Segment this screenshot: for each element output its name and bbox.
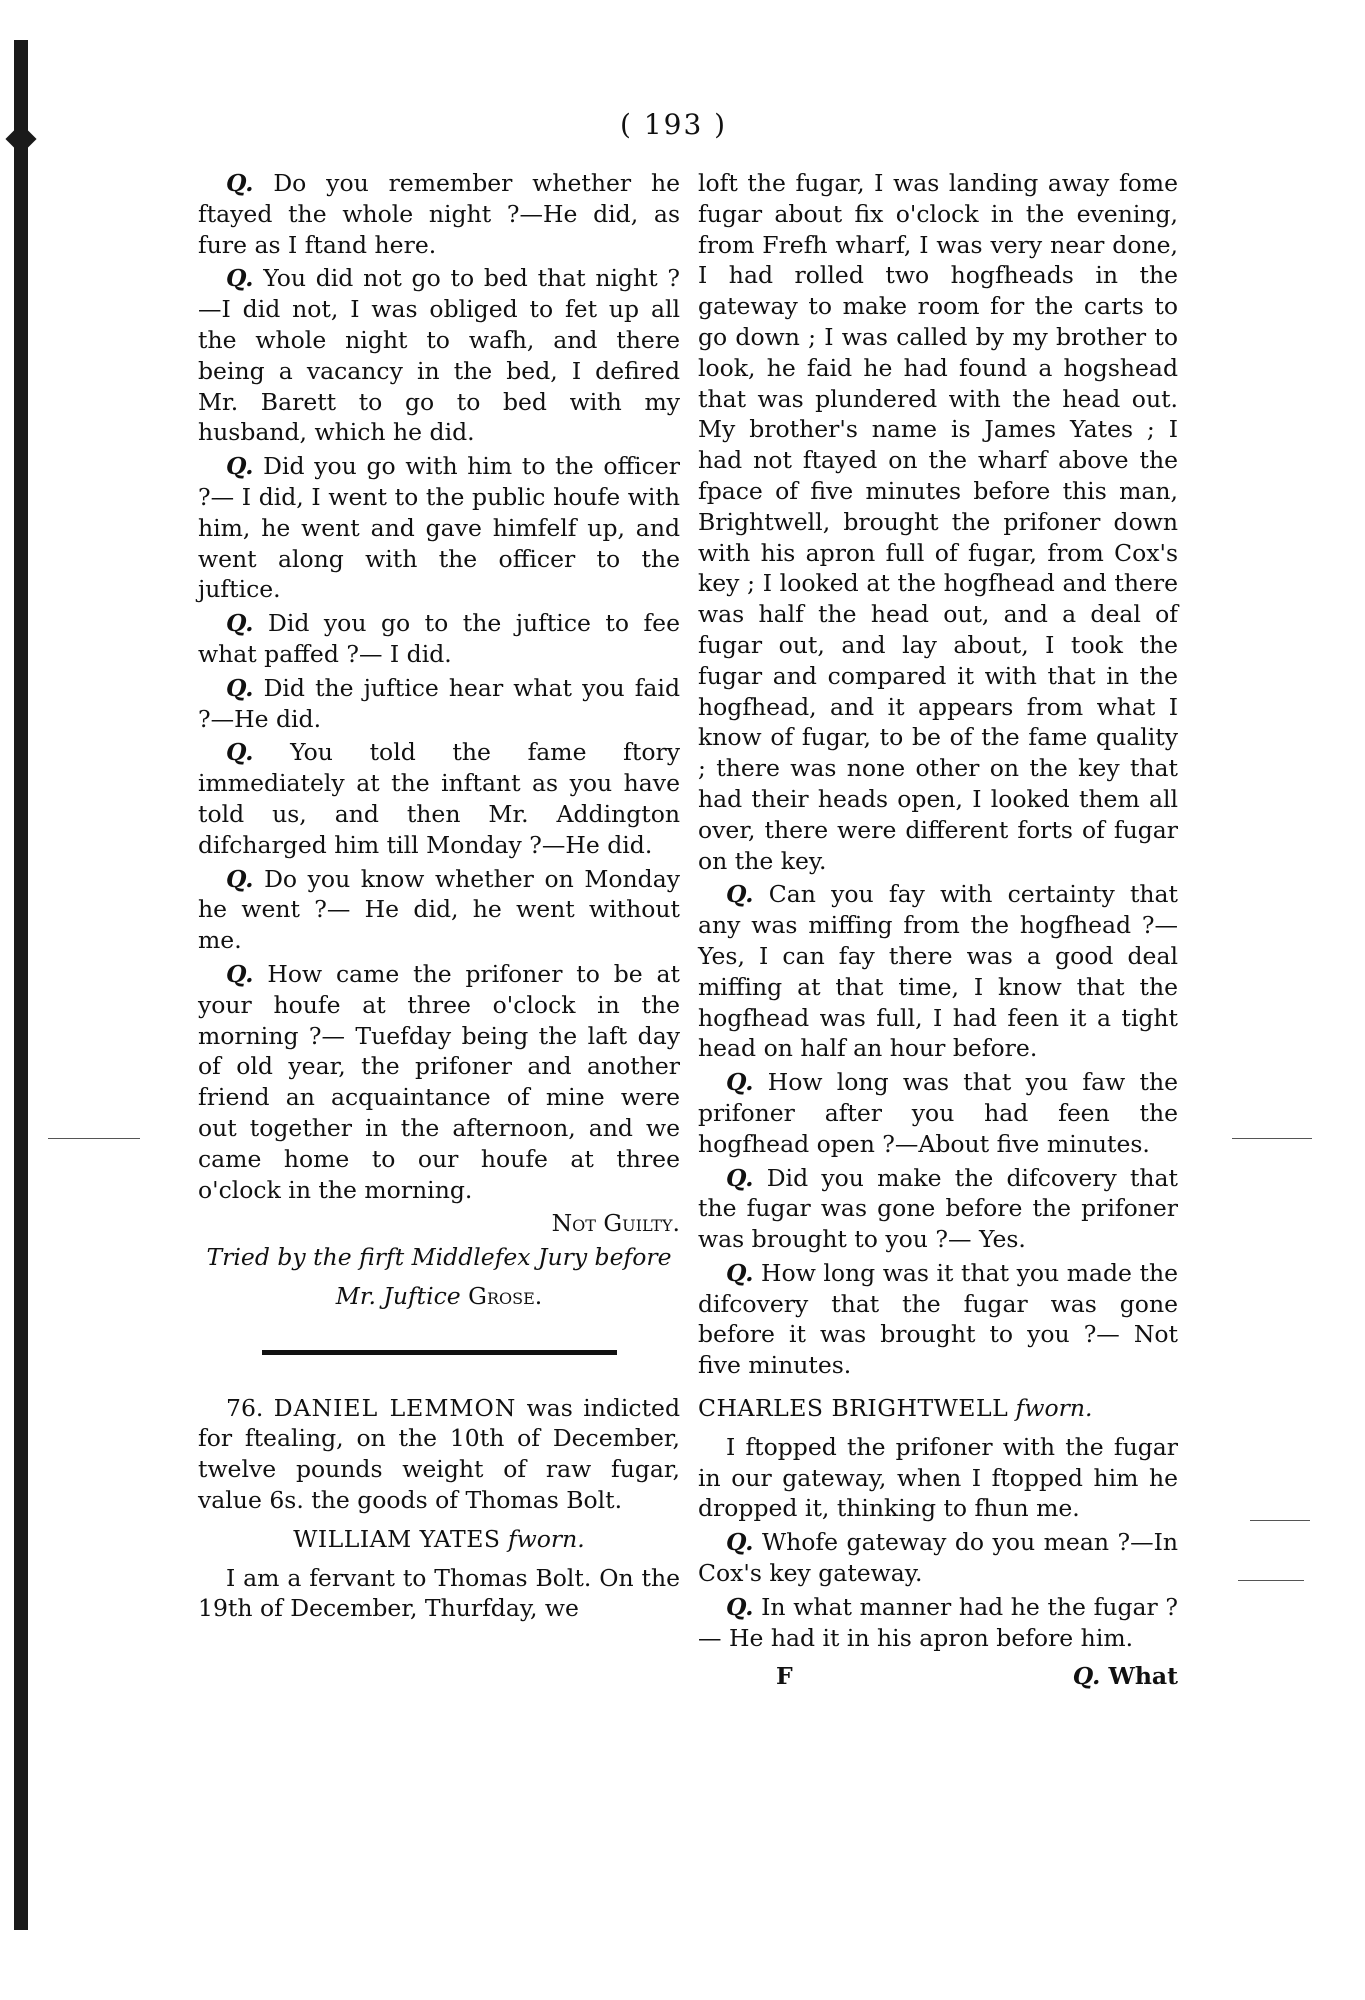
qa-text: Did you go to the juftice to fee what paffed ?— I did. (198, 609, 680, 668)
qa-text: You did not go to bed that night ? —I did not, I was obliged to fet up all the whole night to wafh, and there being a vacancy in the bed, I defired Mr. Barett to go to bed with my husband, which he did. (198, 264, 680, 447)
qa-paragraph (198, 737, 680, 860)
qa-text: In what manner had he the fugar ? — He had it in his apron before him. (698, 1592, 1178, 1652)
qa-paragraph (198, 673, 680, 735)
qa-text: Do you know whether on Monday he went ?— He did, he went without me. (198, 864, 680, 955)
qa-paragraph (198, 864, 680, 956)
margin-rule (1238, 1580, 1304, 1581)
qa-text: Did you make the difcovery that the fugar was gone before the prifoner was brought to you ?— Yes. (698, 1163, 1178, 1254)
qa-paragraph (698, 879, 1178, 1064)
question-mark: Q. (226, 864, 254, 893)
section-rule (262, 1350, 617, 1355)
left-column (198, 168, 680, 1627)
question-mark: Q. (226, 452, 254, 481)
qa-text: How came the prifoner to be at your houfe at three o'clock in the morning ?— Tuefday being the laft day of old year, the prifoner and another friend an acquaintance of mine were out together in the afternoon, and we came home to our houfe at three o'clock in the morning. (198, 959, 680, 1204)
question-mark: Q. (726, 1592, 754, 1621)
question-mark: Q. (226, 264, 254, 293)
judge-title: Mr. Juftice (335, 1281, 469, 1310)
judge-name: Grose. (468, 1281, 543, 1310)
qa-text: You told the fame ftory immediately at the inftant as you have told us, and then Mr. Addington difcharged him till Monday ?—He did. (198, 738, 680, 859)
qa-paragraph (698, 1527, 1178, 1589)
sworn-label: fworn. (1015, 1394, 1093, 1423)
witness-heading (698, 1393, 1178, 1424)
tried-line: Tried by the firft Middlefex Jury before (206, 1243, 672, 1272)
qa-text: How long was that you faw the prifoner after you had feen the hogfhead open ?—About five minutes. (698, 1068, 1178, 1158)
margin-rule (48, 1138, 140, 1139)
question-mark: Q. (226, 169, 254, 197)
qa-text: Did the juftice hear what you faid ?—He did. (198, 673, 680, 733)
qa-text: Whofe gateway do you mean ?—In Cox's key gateway. (698, 1528, 1178, 1588)
qa-paragraph (698, 1163, 1178, 1255)
question-mark: Q. (226, 959, 254, 988)
qa-paragraph (698, 1258, 1178, 1381)
question-mark: Q. (226, 609, 254, 638)
case-number: 76. (226, 1393, 264, 1422)
question-mark: Q. (726, 1258, 754, 1287)
witness-name: CHARLES BRIGHTWELL (698, 1394, 1009, 1423)
catchword-text: What (1108, 1662, 1178, 1691)
witness-heading (198, 1524, 680, 1555)
qa-paragraph (198, 168, 680, 260)
binding-mark (5, 123, 36, 154)
qa-text: Did you go with him to the officer ?— I did, I went to the public houfe with him, he went and gave himfelf up, and went along with the officer to the juftice. (198, 452, 680, 604)
margin-rule (1250, 1520, 1310, 1521)
right-column (698, 168, 1178, 1692)
qa-text: Can you fay with certainty that any was miffing from the hogfhead ?— Yes, I can fay there was a good deal miffing at that time, I know that the hogfhead was full, I had feen it a tight head on half an hour before. (698, 880, 1178, 1063)
question-mark: Q. (726, 1068, 754, 1097)
binding-edge (14, 40, 28, 1930)
signature-mark: F (776, 1662, 793, 1691)
witness-name: WILLIAM YATES (293, 1524, 501, 1553)
qa-paragraph (698, 1067, 1178, 1159)
question-mark: Q. (726, 880, 754, 909)
qa-text: Do you remember whether he ftayed the whole night ?—He did, as fure as I ftand here. (198, 169, 680, 259)
testimony: I ftopped the prifoner with the fugar in our gateway, when I ftopped him he dropped it, thinking to fhun me. (698, 1432, 1178, 1523)
question-mark: Q. (726, 1528, 754, 1557)
question-mark: Q. (226, 738, 254, 767)
defendant-name: DANIEL LEMMON (273, 1393, 517, 1422)
qa-paragraph (198, 451, 680, 605)
testimony-continued: loft the fugar, I was landing away fome fugar about fix o'clock in the evening, from Frefh wharf, I was very near done, I had rolled two hogfheads in the gateway to make room for the carts to go down ; I was called by my brother to look, he faid he had found a hogshead that was plundered with the head out. My brother's name is James Yates ; I had not ftayed on the wharf above the fpace of five minutes before this man, Brightwell, brought the prifoner down with his apron full of fugar, from Cox's key ; I looked at the hogfhead and there was half the head out, and a deal of fugar out, and lay about, I took the fugar and compared it with that in the hogfhead, and it appears from what I know of fugar, to be of the fame quality ; there was none other on the key that had their heads open, I looked them all over, there were different forts of fugar on the key. (698, 169, 1178, 875)
question-mark: Q. (726, 1163, 754, 1192)
page-number: ( 193 ) (620, 108, 728, 141)
qa-text: How long was it that you made the difcovery that the fugar was gone before it was brought to you ?— Not five minutes. (698, 1258, 1178, 1380)
case-heading (198, 1393, 680, 1516)
question-mark: Q. (1072, 1662, 1101, 1691)
margin-rule (1232, 1138, 1312, 1139)
qa-paragraph (198, 608, 680, 670)
judge-line (198, 1281, 680, 1312)
sworn-label: fworn. (507, 1524, 585, 1553)
qa-paragraph (698, 1592, 1178, 1654)
question-mark: Q. (226, 673, 254, 702)
qa-paragraph (198, 959, 680, 1205)
qa-paragraph (198, 263, 680, 448)
testimony: I am a fervant to Thomas Bolt. On the 19th of December, Thurfday, we (198, 1563, 680, 1623)
catchword (1073, 1661, 1178, 1692)
verdict: Not Guilty. (551, 1209, 680, 1238)
page-footer (698, 1661, 1178, 1692)
indictment-text: was indicted for ftealing, on the 10th of December, twelve pounds weight of raw fugar, value 6s. the goods of Thomas Bolt. (198, 1393, 680, 1515)
